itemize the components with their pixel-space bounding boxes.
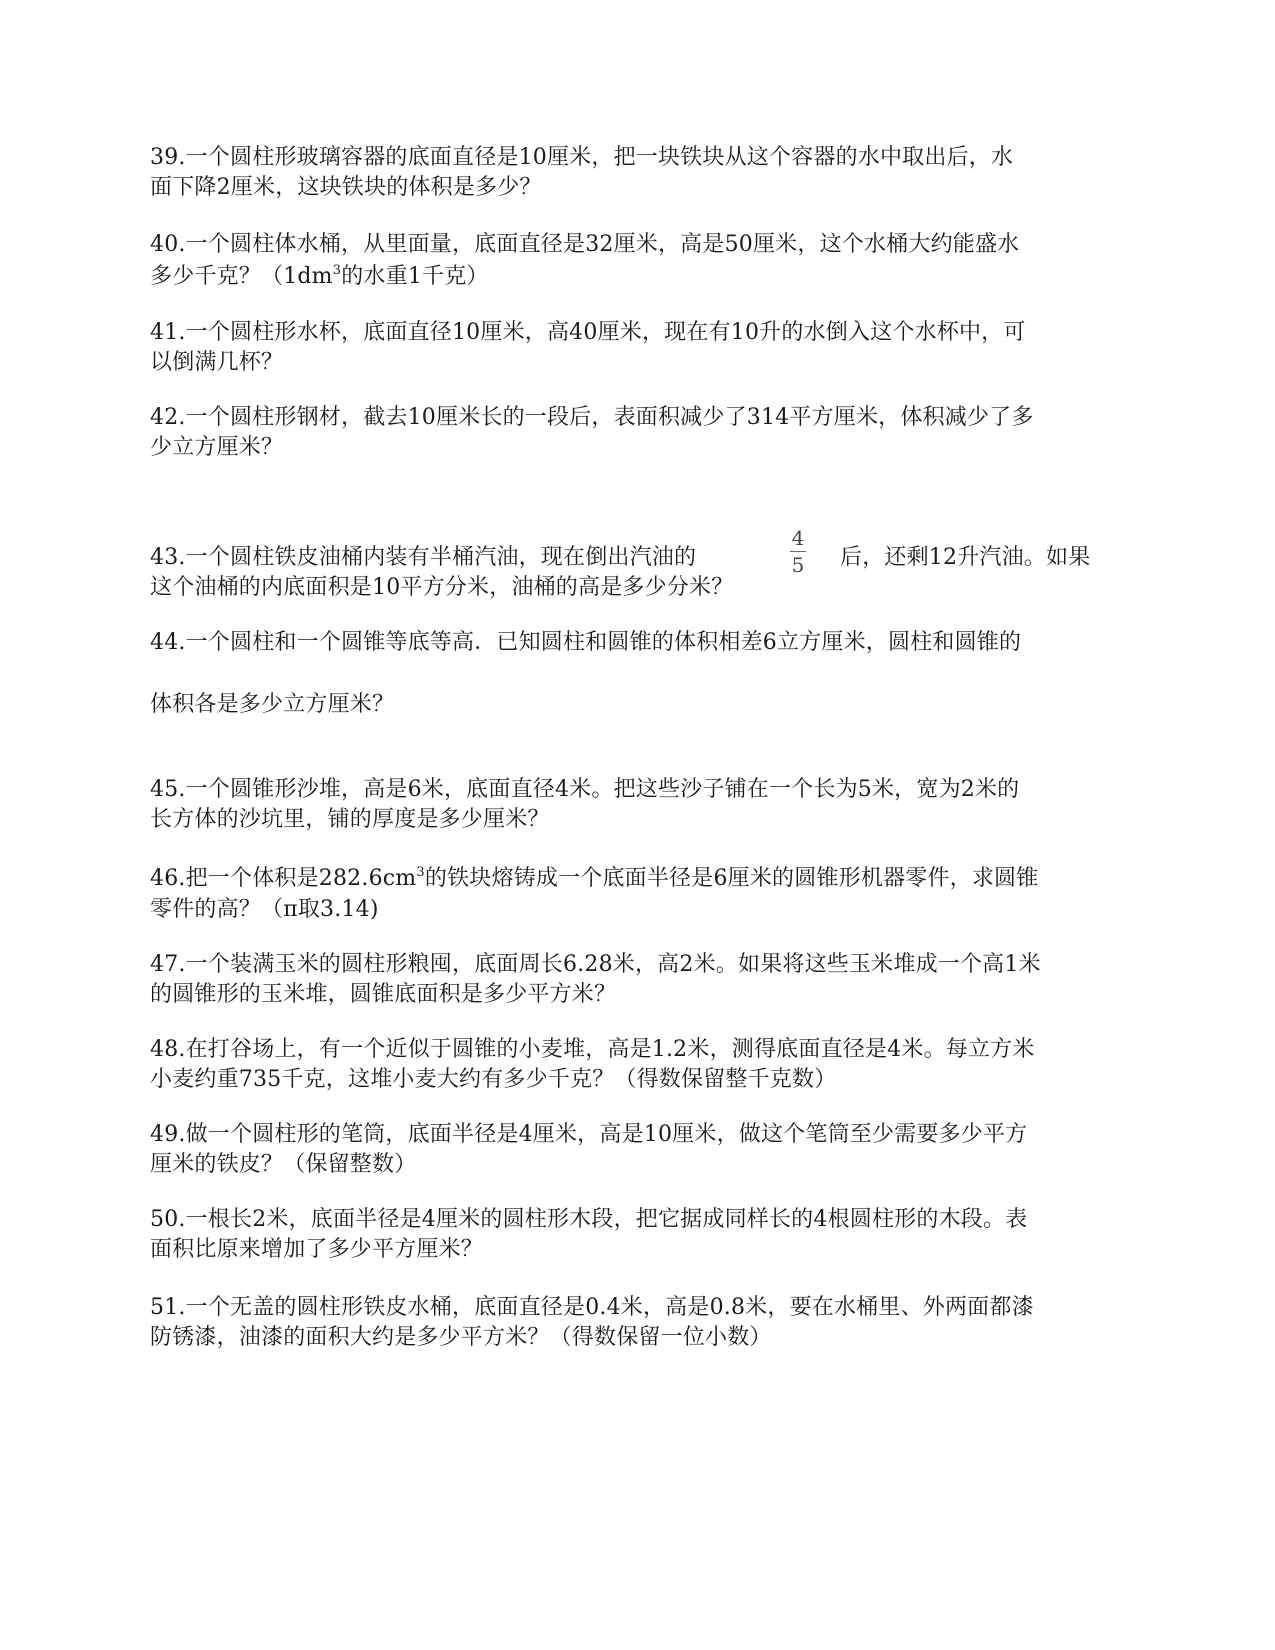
problem-47-line-2: 的圆锥形的玉米堆，圆锥底面积是多少平方米？ <box>150 982 617 1007</box>
problem-51-line-2: 防锈漆，油漆的面积大约是多少平方米？（得数保留一位小数） <box>150 1325 772 1350</box>
fraction-denominator: 5 <box>791 553 805 577</box>
problem-44-line-1: 44.一个圆柱和一个圆锥等底等高．已知圆柱和圆锥的体积相差6立方厘米，圆柱和圆锥的 <box>150 630 1022 655</box>
problem-41-line-1: 41.一个圆柱形水杯，底面直径10厘米，高40厘米，现在有10升的水倒入这个水杯中，可 <box>150 320 1026 345</box>
superscript: 3 <box>332 263 342 278</box>
problem-48-line-2: 小麦约重735千克，这堆小麦大约有多少千克？（得数保留整千克数） <box>150 1067 837 1092</box>
problem-50-line-2: 面积比原来增加了多少平方厘米？ <box>150 1237 484 1262</box>
fraction-bar <box>790 551 806 552</box>
problem-46-line-2: 零件的高？（π取3.14) <box>150 897 379 922</box>
problem-46-line-1 <box>150 864 1038 894</box>
problem-40-line-1: 40.一个圆柱体水桶，从里面量，底面直径是32厘米，高是50厘米，这个水桶大约能盛水 <box>150 232 1020 257</box>
problem-43-line-2: 这个油桶的内底面积是10平方分米，油桶的高是多少分米？ <box>150 575 734 600</box>
problem-49-line-2: 厘米的铁皮？（保留整数） <box>150 1152 417 1177</box>
problem-40-text-b: 的水重1千克） <box>341 264 489 289</box>
problem-42-line-2: 少立方厘米？ <box>150 435 284 460</box>
problem-51-line-1: 51.一个无盖的圆柱形铁皮水桶，底面直径是0.4米，高是0.8米，要在水桶里、外两面都漆 <box>150 1295 1034 1320</box>
problem-40-line-2 <box>150 262 489 292</box>
fraction-numerator: 4 <box>791 526 805 550</box>
problem-44-line-2: 体积各是多少立方厘米？ <box>150 692 395 717</box>
problem-43-line-1b: 后，还剩12升汽油。如果 <box>840 545 1091 570</box>
problem-47-line-1: 47.一个装满玉米的圆柱形粮囤，底面周长6.28米，高2米。如果将这些玉米堆成一个高1米 <box>150 952 1041 977</box>
fraction-four-fifths <box>787 527 809 576</box>
superscript: 3 <box>416 865 425 880</box>
problem-48-line-1: 48.在打谷场上，有一个近似于圆锥的小麦堆，高是1.2米，测得底面直径是4米。每立方米 <box>150 1037 1035 1062</box>
problem-41-line-2: 以倒满几杯？ <box>150 350 284 375</box>
problem-45-line-2: 长方体的沙坑里，铺的厚度是多少厘米？ <box>150 807 550 832</box>
problem-39-line-2: 面下降2厘米，这块铁块的体积是多少？ <box>150 175 542 200</box>
problem-42-line-1: 42.一个圆柱形钢材，截去10厘米长的一段后，表面积减少了314平方厘米，体积减少了多 <box>150 405 1034 430</box>
problem-39-line-1: 39.一个圆柱形玻璃容器的底面直径是10厘米，把一块铁块从这个容器的水中取出后，水 <box>150 145 1014 170</box>
problem-46-text-a: 46.把一个体积是282.6cm <box>150 866 417 891</box>
problem-50-line-1: 50.一根长2米，底面半径是4厘米的圆柱形木段，把它据成同样长的4根圆柱形的木段。表 <box>150 1207 1028 1232</box>
problem-43-line-1a: 43.一个圆柱铁皮油桶内装有半桶汽油，现在倒出汽油的 <box>150 545 697 570</box>
problem-45-line-1: 45.一个圆锥形沙堆，高是6米，底面直径4米。把这些沙子铺在一个长为5米，宽为2米的 <box>150 777 1020 802</box>
problem-49-line-1: 49.做一个圆柱形的笔筒，底面半径是4厘米，高是10厘米，做这个笔筒至少需要多少平方 <box>150 1122 1028 1147</box>
problem-40-text-a: 多少千克？（1dm <box>150 264 333 289</box>
problem-46-text-b: 的铁块熔铸成一个底面半径是6厘米的圆锥形机器零件，求圆锥 <box>424 866 1039 891</box>
